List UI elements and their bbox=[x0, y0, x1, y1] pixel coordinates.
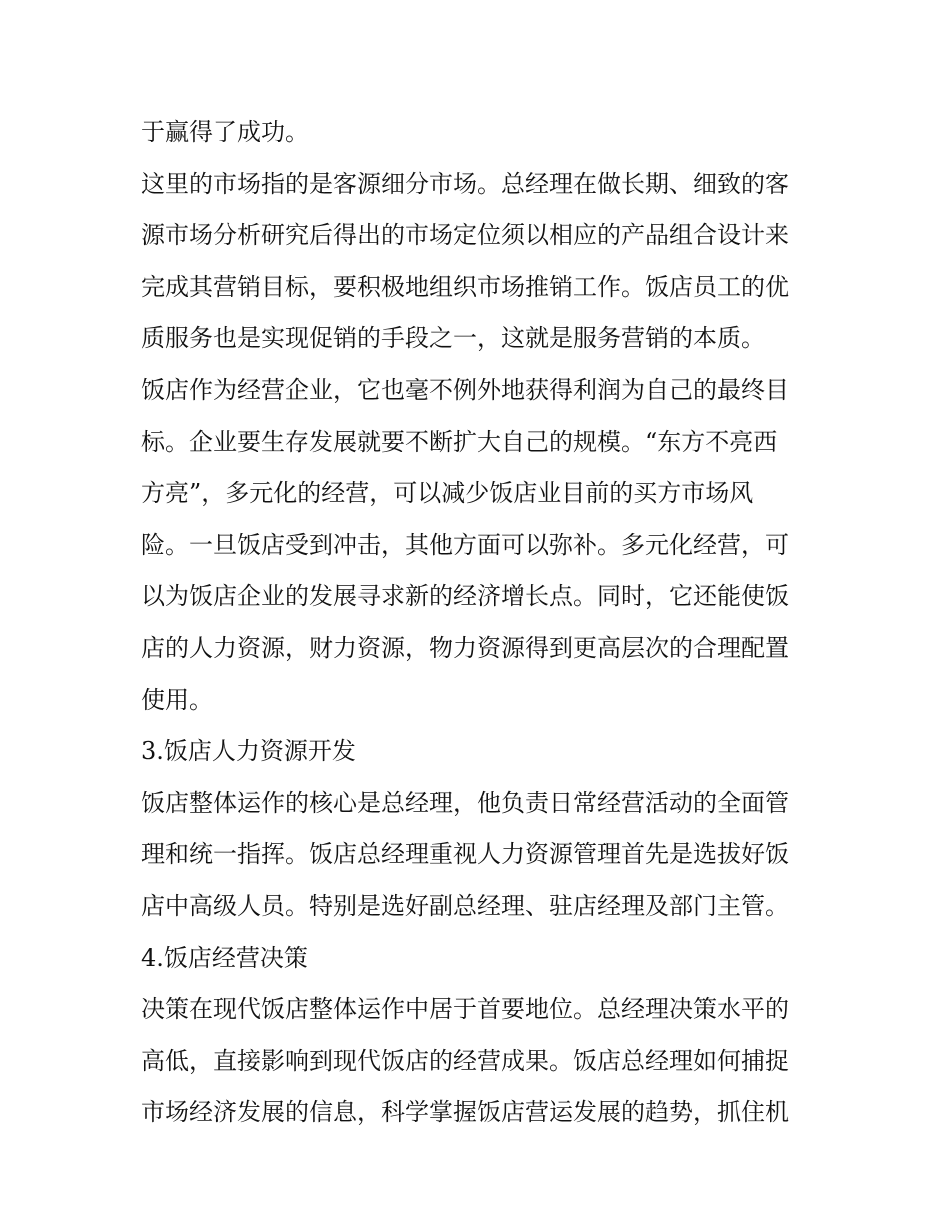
text-line: 完成其营销目标，要积极地组织市场推销工作。饭店员工的优 bbox=[141, 272, 789, 301]
text-line: 理和统一指挥。饭店总经理重视人力资源管理首先是选拔好饭 bbox=[141, 840, 789, 869]
document-body bbox=[141, 107, 821, 1139]
text-line: 市场经济发展的信息，科学掌握饭店营运发展的趋势，抓住机 bbox=[141, 1098, 789, 1127]
text-line: 质服务也是实现促销的手段之一，这就是服务营销的本质。 bbox=[141, 324, 765, 353]
text-line: 决策在现代饭店整体运作中居于首要地位。总经理决策水平的 bbox=[141, 995, 789, 1024]
text-line: 饭店作为经营企业，它也毫不例外地获得利润为自己的最终目 bbox=[141, 375, 789, 404]
section-heading: 4.饭店经营决策 bbox=[141, 943, 308, 972]
text-line: 这里的市场指的是客源细分市场。总经理在做长期、细致的客 bbox=[141, 169, 789, 198]
text-line: 方亮”，多元化的经营，可以减少饭店业目前的买方市场风 bbox=[141, 479, 754, 508]
text-line: 使用。 bbox=[141, 685, 213, 714]
text-line: 险。一旦饭店受到冲击，其他方面可以弥补。多元化经营，可 bbox=[141, 530, 789, 559]
text-line: 饭店整体运作的核心是总经理，他负责日常经营活动的全面管 bbox=[141, 788, 789, 817]
text-line: 以为饭店企业的发展寻求新的经济增长点。同时，它还能使饭 bbox=[141, 582, 789, 611]
text-line: 标。企业要生存发展就要不断扩大自己的规模。“东方不亮西 bbox=[141, 427, 778, 456]
text-line: 源市场分析研究后得出的市场定位须以相应的产品组合设计来 bbox=[141, 221, 789, 250]
text-line: 店中高级人员。特别是选好副总经理、驻店经理及部门主管。 bbox=[141, 891, 789, 920]
section-heading: 3.饭店人力资源开发 bbox=[141, 737, 356, 766]
text-line: 高低，直接影响到现代饭店的经营成果。饭店总经理如何捕捉 bbox=[141, 1046, 789, 1075]
text-line: 店的人力资源，财力资源，物力资源得到更高层次的合理配置 bbox=[141, 633, 789, 662]
text-line: 于赢得了成功。 bbox=[141, 118, 309, 146]
